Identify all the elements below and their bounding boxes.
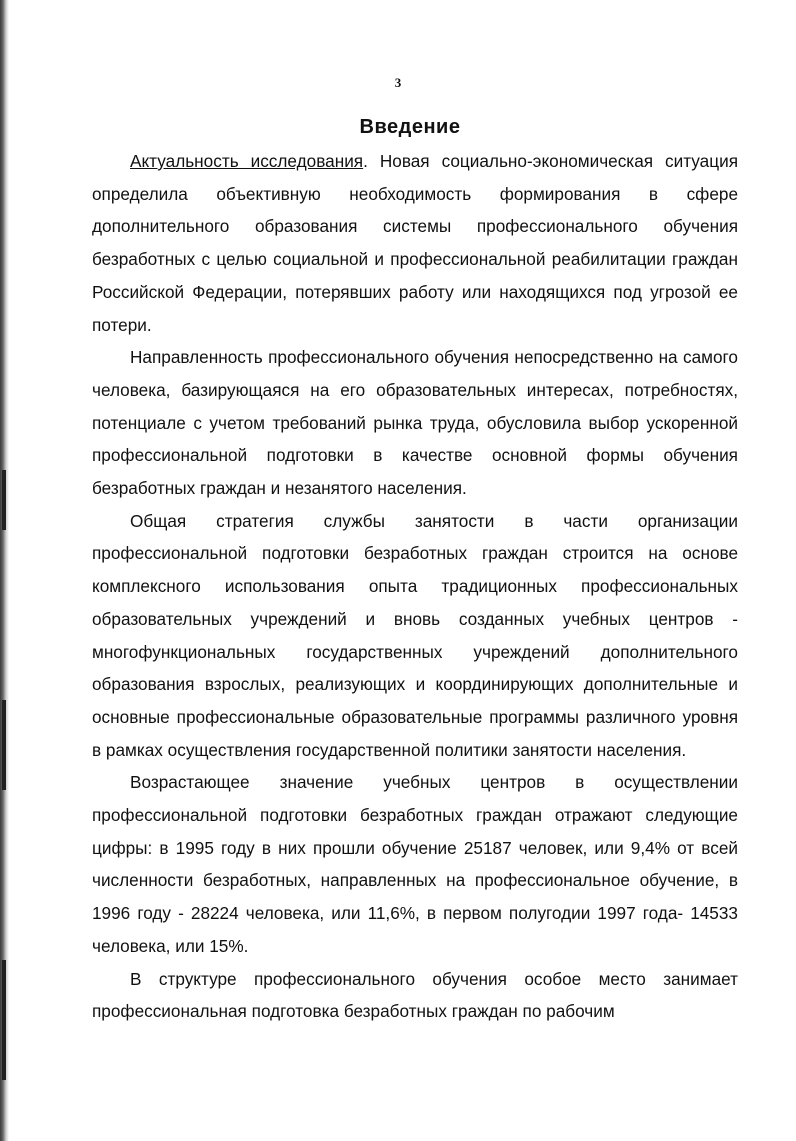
paragraph: В структуре профессионального обучения особое место занимает профессиональная подготовка безработных граждан по рабочим [92,968,738,1022]
paragraph-relevance [92,145,738,341]
paragraph-text: . Новая социально-экономическая ситуация определила объективную необходимость формирования в сфере дополнительного образования системы профессионального обучения безработных с целью социальной и профессиональной реабилитации граждан Российской Федерации, потерявших работу или находящихся под угрозой ее потери. [92,151,738,335]
scan-edge-mark [2,960,6,1080]
scan-edge-mark [2,700,6,790]
paragraph: Направленность профессионального обучения непосредственно на самого человека, базирующаяся на его образовательных интересах, потребностях, потенциале с учетом требований рынка труда, обусловила выбор ускоренной профессиональной подготовки в качестве основной формы обучения безработных граждан и незанятого населения. [92,347,738,499]
paragraph: Общая стратегия службы занятости в части организации профессиональной подготовки безработных граждан строится на основе комплексного использования опыта традиционных профессиональных образовательных учреждений и вновь созданных учебных центров - многофункциональных государственных учреждений дополнительного образования взрослых, реализующих и координирующих дополнительные и основные профессиональные образовательные программы различного уровня в рамках осуществления государственной политики занятости населения. [92,510,738,760]
relevance-heading: Актуальность исследования [130,151,364,171]
scan-edge-mark [2,470,6,530]
page-number: 3 [394,75,402,90]
body-text [92,145,738,1028]
page-title: Введение [359,116,461,138]
paragraph: Возрастающее значение учебных центров в осуществлении профессиональной подготовки безработных граждан отражают следующие цифры: в 1995 году в них прошли обучение 25187 человек, или 9,4% от всей численности безработных, направленных на профессиональное обучение, в 1996 году - 28224 человека, или 11,6%, в первом полугодии 1997 года- 14533 человека, или 15%. [92,772,738,956]
